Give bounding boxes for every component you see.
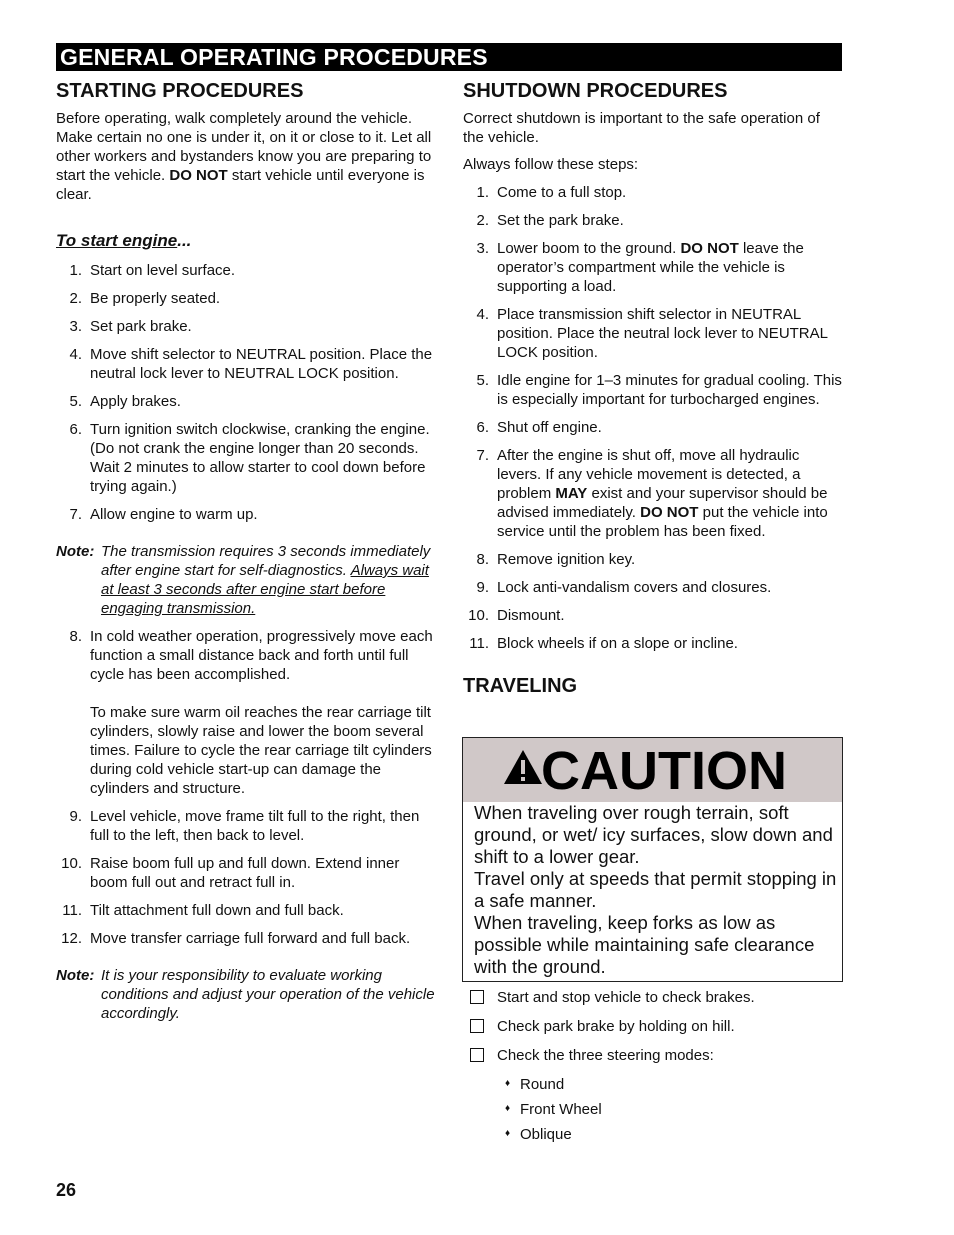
- list-item: ♦ Front Wheel: [505, 1101, 602, 1118]
- list-item: 6. Shut off engine.: [476, 419, 602, 436]
- list-item: 3. Lower boom to the ground. DO NOT leave the operator’s compartment while the vehicle is supporting a load.: [476, 240, 804, 295]
- checkbox-icon: [470, 1019, 484, 1033]
- list-item: ♦ Round: [505, 1076, 565, 1093]
- list-item: 10. Dismount.: [468, 607, 565, 624]
- list-item: 12. Move transfer carriage full forward and full back.: [61, 930, 411, 947]
- list-item: 8. In cold weather operation, progressively move each function a small distance back and forth until full cycle has been accomplished. To make sure warm oil reaches the rear carriage tilt cylinders, slowly raise and lower the boom several times. Failure to cycle the rear carriage tilt cylinders during cold vehicle start-up can damage the cylinders and structure.: [69, 628, 433, 797]
- list-item: 10. Raise boom full up and full down. Extend inner boom full out and retract full in.: [61, 855, 400, 891]
- list-item: 11. Block wheels if on a slope or incline.: [469, 635, 738, 652]
- traveling-title: TRAVELING: [463, 675, 578, 697]
- list-item: 1. Come to a full stop.: [476, 184, 627, 201]
- list-item: 6. Turn ignition switch clockwise, cranking the engine. (Do not crank the engine longer than 20 seconds. Wait 2 minutes to allow starter to cool down before trying again.): [69, 421, 430, 495]
- caution-text: [463, 802, 842, 978]
- caution-line: Travel only at speeds that permit stopping in a safe manner.: [474, 868, 837, 911]
- to-start-engine-heading: To start engine...: [56, 231, 192, 250]
- start-steps-list: [56, 261, 436, 524]
- shutdown-intro: Correct shutdown is important to the safe operation of the vehicle.: [463, 110, 820, 146]
- checklist-item: Check the three steering modes:: [470, 1046, 843, 1065]
- caution-line: When traveling, keep forks as low as possible while maintaining safe clearance with the ground.: [474, 912, 815, 977]
- checklist-item: Start and stop vehicle to check brakes.: [470, 988, 843, 1007]
- checkbox-icon: [470, 990, 484, 1004]
- starting-title: STARTING PROCEDURES: [56, 80, 304, 102]
- caution-word: CAUTION: [541, 741, 787, 801]
- list-item: 8. Remove ignition key.: [476, 551, 636, 568]
- caution-box: [462, 737, 843, 982]
- list-item: 9. Lock anti-vandalism covers and closures.: [476, 579, 772, 596]
- list-item: 4. Move shift selector to NEUTRAL position. Place the neutral lock lever to NEUTRAL LOCK position.: [69, 346, 433, 382]
- section-banner: GENERAL OPERATING PROCEDURES: [56, 43, 842, 71]
- page-number: 26: [56, 1180, 77, 1200]
- list-item: 7. Allow engine to warm up.: [69, 506, 258, 523]
- checkbox-icon: [470, 1048, 484, 1062]
- diamond-bullet-icon: ♦: [505, 1078, 511, 1089]
- shutdown-always: Always follow these steps:: [463, 156, 639, 173]
- start-steps-list-continued: [56, 627, 436, 798]
- responsibility-note: Note: It is your responsibility to evaluate working conditions and adjust your operation of the vehicle accordingly.: [56, 967, 435, 1022]
- list-item: 2. Set the park brake.: [476, 212, 624, 229]
- start-steps-list-final: [56, 807, 436, 948]
- list-item: 11. Tilt attachment full down and full back.: [62, 902, 344, 919]
- shutdown-procedures-column: [463, 78, 843, 699]
- list-item: 2. Be properly seated.: [69, 290, 221, 307]
- starting-intro: Before operating, walk completely around the vehicle. Make certain no one is under it, on it or close to it. Let all other workers and bystanders know you are preparing to start the vehicle. DO NOT start vehicle until everyone is clear.: [56, 110, 432, 203]
- list-item: 7. After the engine is shut off, move all hydraulic levers. If any vehicle movement is detected, a problem MAY exist and your supervisor should be advised immediately. DO NOT put the vehicle into service until the problem has been fixed.: [476, 447, 828, 540]
- list-item: 1. Start on level surface.: [69, 262, 236, 279]
- transmission-note: Note: The transmission requires 3 seconds immediately after engine start for self-diagnostics. Always wait at least 3 seconds after engine start before engaging transmission.: [56, 543, 431, 617]
- list-item: 5. Idle engine for 1–3 minutes for gradual cooling. This is especially important for turbocharged engines.: [476, 372, 842, 408]
- list-item: ♦ Oblique: [505, 1126, 572, 1143]
- diamond-bullet-icon: ♦: [505, 1103, 511, 1114]
- traveling-checklist: [470, 988, 843, 1150]
- diamond-bullet-icon: ♦: [505, 1128, 511, 1139]
- shutdown-steps-list: [463, 183, 843, 653]
- steering-modes-list: [505, 1075, 843, 1144]
- starting-procedures-column: [56, 78, 436, 1023]
- list-item: 4. Place transmission shift selector in NEUTRAL position. Place the neutral lock lever to NEUTRAL LOCK position.: [476, 306, 828, 361]
- list-item: 9. Level vehicle, move frame tilt full to the right, then full to the left, then back to level.: [69, 808, 420, 844]
- checklist-item: Check park brake by holding on hill.: [470, 1017, 843, 1036]
- list-item: 5. Apply brakes.: [69, 393, 181, 410]
- warning-triangle-icon: [503, 749, 543, 785]
- list-item: 3. Set park brake.: [69, 318, 192, 335]
- shutdown-title: SHUTDOWN PROCEDURES: [463, 80, 728, 102]
- caution-line: When traveling over rough terrain, soft ground, or wet/ icy surfaces, slow down and shift to a lower gear.: [474, 802, 833, 867]
- caution-header: [463, 738, 842, 802]
